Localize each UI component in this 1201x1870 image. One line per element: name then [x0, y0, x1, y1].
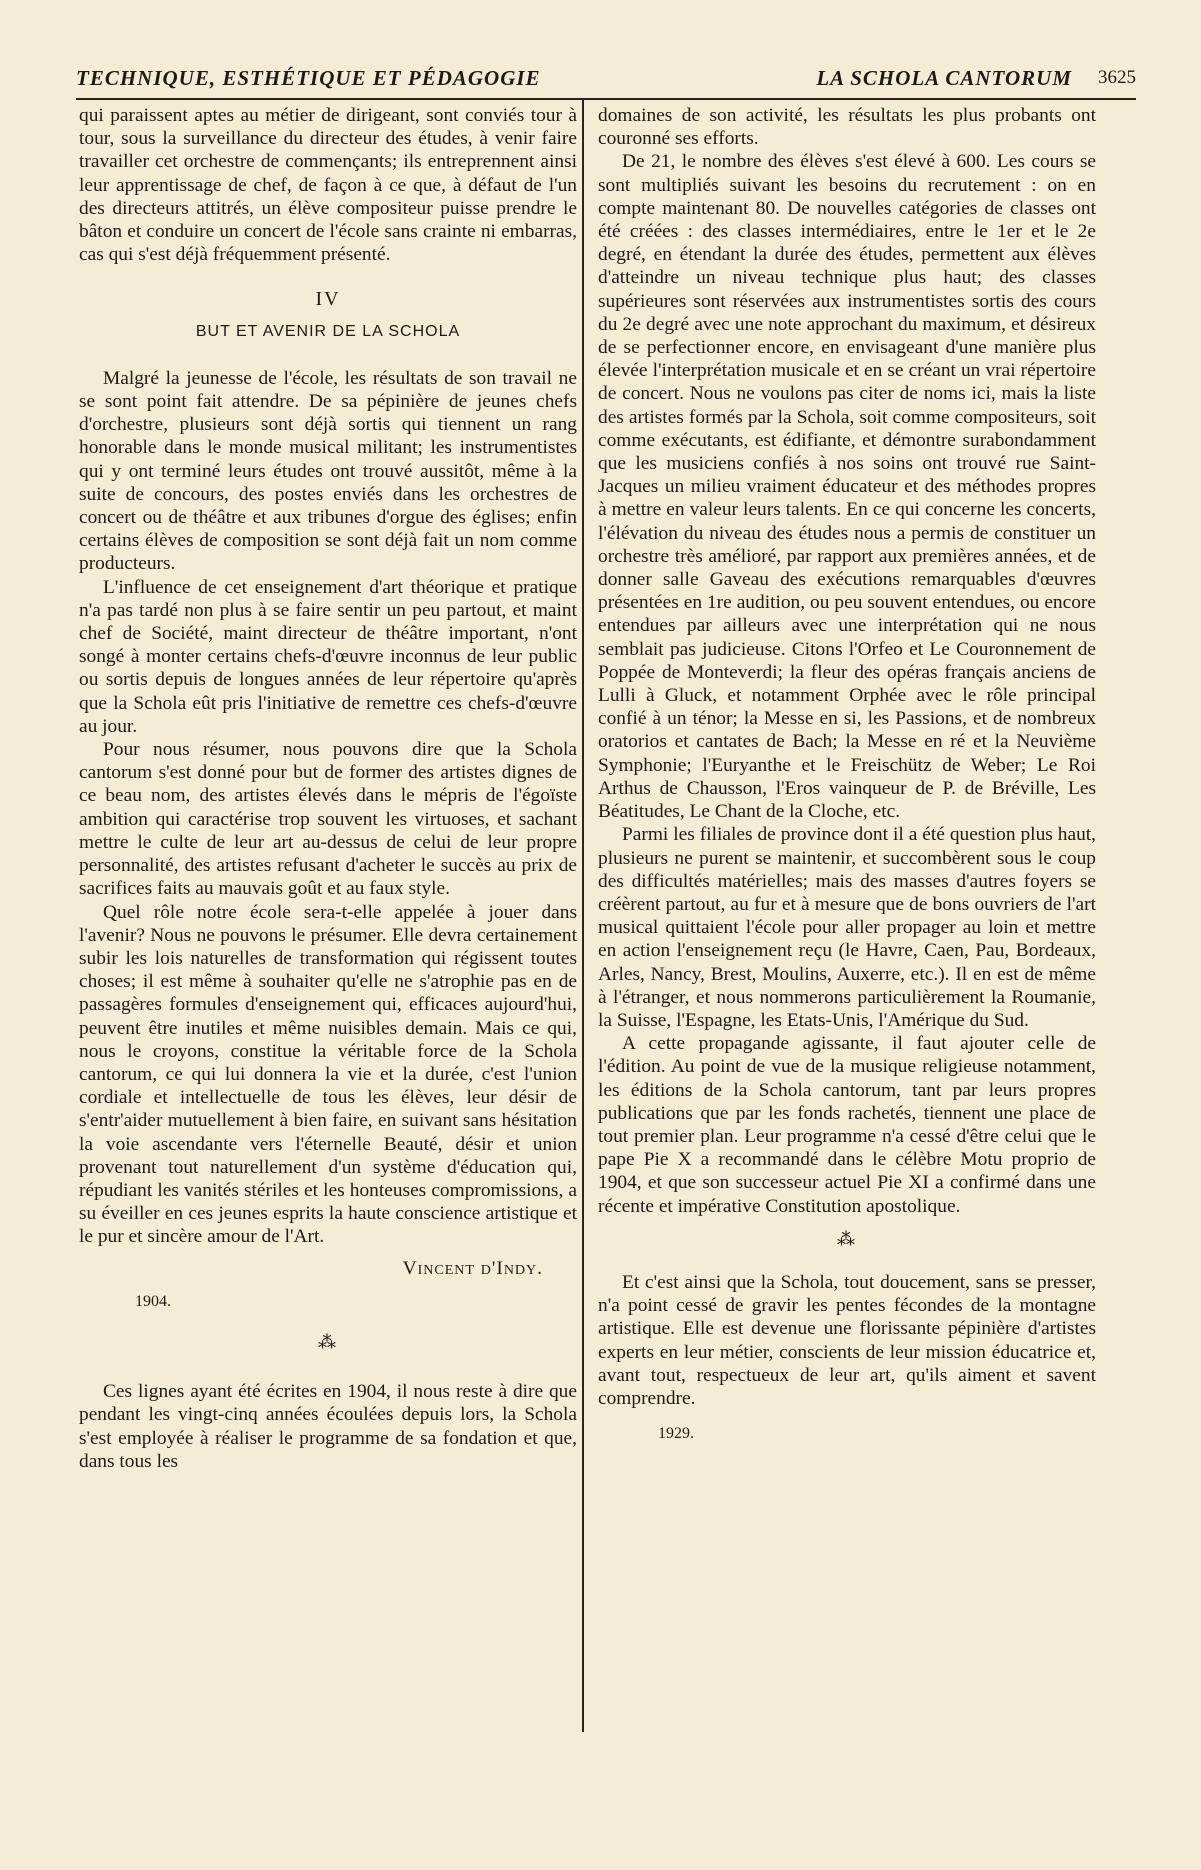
asterism-separator: ⁂: [837, 1228, 857, 1249]
paragraph: qui paraissent aptes au métier de dirigeant, sont conviés tour à tour, sous la surveillance du directeur des études, à venir faire travailler cet orchestre de commençants; ils entreprennent ainsi leur apprentissage de chef, de façon à ce que, à défaut de l'un des directeurs attitrés, un élève compositeur puisse prendre le bâton et conduire un concert de l'école sans crainte ni embarras, cas qui s'est déjà fréquemment présenté.: [79, 105, 577, 266]
running-header: [76, 62, 1136, 100]
section-number: IV: [315, 288, 341, 311]
left-column: [79, 104, 577, 1473]
paragraph: domaines de son activité, les résultats les plus probants ont couronné ses efforts.: [598, 105, 1096, 150]
column-divider: [582, 100, 584, 1732]
date-line: 1904.: [135, 1292, 171, 1310]
paragraph: L'influence de cet enseignement d'art théorique et pratique n'a pas tardé non plus à se faire sentir un peu partout, et maint chef de Société, maint directeur de théâtre important, n'ont songé à monter certains chefs-d'œuvre inconnus de leur public ou sortis depuis de longues années de leur répertoire qu'après que la Schola eût pris l'initiative de remettre ces chefs-d'œuvre au jour.: [79, 576, 577, 737]
paragraph: Ces lignes ayant été écrites en 1904, il nous reste à dire que pendant les vingt-cinq années écoulées depuis lors, la Schola s'est employée à réaliser le programme de sa fondation et que, dans tous les: [79, 1381, 577, 1472]
header-left-title: TECHNIQUE, ESTHÉTIQUE ET PÉDAGOGIE: [76, 66, 541, 90]
section-title: BUT ET AVENIR DE LA SCHOLA: [195, 322, 461, 340]
header-right-title: LA SCHOLA CANTORUM: [816, 66, 1072, 90]
page-number: 3625: [1098, 67, 1136, 88]
paragraph: A cette propagande agissante, il faut ajouter celle de l'édition. Au point de vue de la musique religieuse notamment, les éditions de la Schola cantorum, tant par leurs propres publications que par les fonds rachetés, tiennent une place de tout premier plan. Leur programme n'a cessé d'être celui que le pape Pie X a recommandé dans le célèbre Motu proprio de 1904, et que son successeur actuel Pie XI a confirmé dans une récente et impérative Constitution apostolique.: [598, 1033, 1096, 1217]
asterism-separator: ⁂: [318, 1331, 338, 1352]
paragraph: Malgré la jeunesse de l'école, les résultats de son travail ne se sont point fait attendre. De sa pépinière de jeunes chefs d'orchestre, plusieurs sont déjà sortis qui tiennent un rang honorable dans le monde musical militant; les instrumentistes qui y ont terminé leurs études ont trouvé aussitôt, même à la suite de concours, des postes enviés dans les orchestres de concert ou de théâtre et aux tribunes d'orgue des églises; enfin certains élèves de composition se sont déjà fait un nom comme producteurs.: [79, 367, 577, 575]
right-column: [598, 104, 1096, 1445]
paragraph: Parmi les filiales de province dont il a été question plus haut, plusieurs ne purent se maintenir, et succombèrent sous le coup des difficultés matérielles; mais des masses d'autres foyers se créèrent partout, au fur et à mesure que de bons ouvriers de l'art musical quittaient l'école pour aller propager au loin et mettre en action l'enseignement reçu (le Havre, Caen, Pau, Bordeaux, Arles, Nancy, Brest, Moulins, Auxerre, etc.). Il en est de même à l'étranger, et nous nommerons particulièrement la Roumanie, la Suisse, l'Espagne, les Etats-Unis, l'Amérique du Sud.: [598, 824, 1096, 1031]
paragraph: Quel rôle notre école sera-t-elle appelée à jouer dans l'avenir? Nous ne pouvons le présumer. Elle devra certainement subir les lois naturelles de transformation qui régissent toutes choses; il est même à souhaiter qu'elle ne s'atrophie pas en de passagères formules d'enseignement qui, efficaces aujourd'hui, peuvent être inutiles et même nuisibles demain. Mais ce qui, nous le croyons, constitue la véritable force de la Schola cantorum, ce qui lui donnera la vie et la durée, c'est l'union cordiale et intellectuelle de tous les élèves, leur désir de s'entr'aider mutuellement à bien faire, en suivant sans hésitation la voie ascendante vers l'éternelle Beauté, désir et union provenant tout naturellement d'un système d'éducation qui, répudiant les vanités stériles et les honteuses compromissions, a su éveiller en ces jeunes esprits la haute conscience artistique et le pur et sincère amour de l'Art.: [79, 901, 577, 1248]
paragraph: De 21, le nombre des élèves s'est élevé à 600. Les cours se sont multipliés suivant les besoins du recrutement : on en compte maintenant 80. De nouvelles catégories de classes ont été créées : des classes intermédiaires, entre le 1er et le 2e degré, en étendant la durée des études, permettent aux élèves d'atteindre un niveau technique plus haut; des classes supérieures sont réservées aux instrumentistes sortis des cours du 2e degré avec une note approchant du maximum, et désireux de se perfectionner encore, en envisageant d'une manière plus élevée l'interprétation musicale et en se créant un vrai répertoire de concert. Nous ne voulons pas citer de noms ici, mais la liste des artistes formés par la Schola, soit comme compositeurs, soit comme exécutants, est édifiante, et démontre surabondamment que les musiciens confiés à nos soins ont trouvé rue Saint-Jacques un milieu vraiment éducateur et des méthodes propres à mettre en valeur leurs talents. En ce qui concerne les concerts, l'élévation du niveau des études nous a permis de constituer un orchestre très amélioré, par rapport aux premières années, et de donner salle Gaveau des exécutions remarquables d'œuvres présentées en 1re audition, ou peu souvent entendues, ou encore entendues par ailleurs avec une interprétation qui ne nous semblait pas judicieuse. Citons l'Orfeo et Le Couronnement de Poppée de Monteverdi; la fleur des opéras français anciens de Lulli à Gluck, et notamment Orphée avec le rôle principal confié à un ténor; la Messe en si, les Passions, et de nombreux oratorios et cantates de Bach; la Messe en ré et la Neuvième Symphonie; l'Euryanthe et le Freischütz de Weber; Le Roi Arthus de Chausson, l'Eros vainqueur de P. de Bréville, Les Béatitudes, Le Chant de la Cloche, etc.: [598, 151, 1096, 823]
paragraph: Et c'est ainsi que la Schola, tout doucement, sans se presser, n'a point cessé de gravir les pentes fécondes de la montagne artistique. Elle est devenue une florissante pépinière d'artistes experts en leur métier, conscients de leur mission éducatrice et, avant tout, respectueux de leur art, qu'ils aiment et savent comprendre.: [598, 1271, 1096, 1409]
date-line: 1929.: [658, 1425, 694, 1443]
paragraph: Pour nous résumer, nous pouvons dire que la Schola cantorum s'est donné pour but de former des artistes dignes de ce beau nom, des artistes élevés dans le mépris de l'égoïste ambition qui caractérise trop souvent les virtuoses, et sachant mettre le culte de leur art au-dessus de celui de leur propre personnalité, des artistes refusant d'acheter le succès au prix de sacrifices faits au mauvais goût et au faux style.: [79, 739, 577, 900]
author-signature: Vincent d'Indy.: [402, 1257, 543, 1279]
